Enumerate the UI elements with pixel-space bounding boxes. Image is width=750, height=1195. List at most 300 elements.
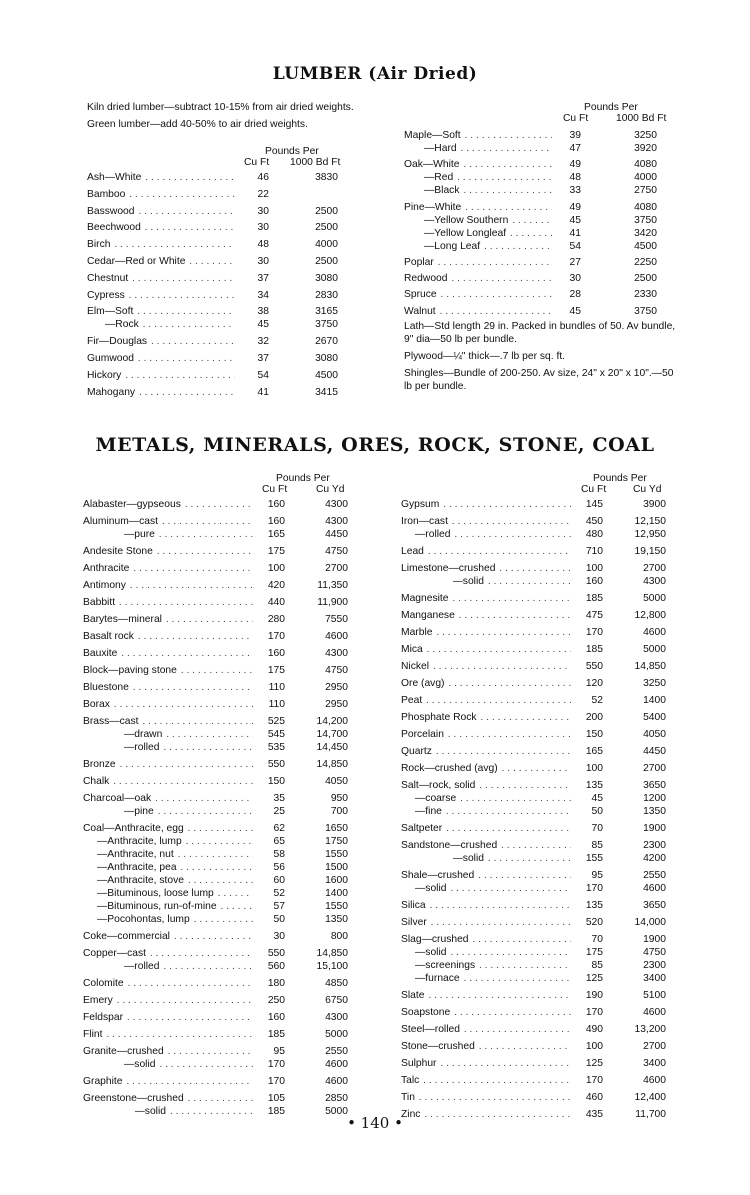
material-label: Talc bbox=[401, 1075, 420, 1086]
material-name bbox=[401, 545, 571, 558]
value-cu-ft: 56 bbox=[273, 862, 285, 873]
material-name bbox=[401, 916, 571, 929]
material-label: Ore (avg) bbox=[401, 678, 445, 689]
header-pounds-per: Pounds Per bbox=[593, 473, 647, 484]
value-cu-ft: 170 bbox=[585, 883, 603, 894]
value-cu-yd: 4850 bbox=[325, 978, 348, 989]
table-row bbox=[401, 498, 691, 511]
material-name bbox=[401, 728, 571, 741]
material-label: —Anthracite, pea bbox=[97, 862, 177, 873]
material-label: —fine bbox=[415, 806, 442, 817]
table-row bbox=[83, 848, 373, 861]
table-row bbox=[83, 715, 373, 728]
value-cu-ft: 50 bbox=[273, 914, 285, 925]
value-bd-ft: 2830 bbox=[315, 289, 338, 301]
value-cu-ft: 52 bbox=[273, 888, 285, 899]
material-name bbox=[401, 711, 571, 724]
lumber-note-shingles: Shingles—Bundle of 200-250. Av size, 24" x 20" x 10".—50 lb per bundle. bbox=[404, 367, 674, 392]
value-cu-ft: 490 bbox=[585, 1024, 603, 1035]
table-row bbox=[401, 972, 691, 985]
value-cu-ft: 175 bbox=[267, 665, 285, 676]
value-bd-ft: 3750 bbox=[634, 214, 657, 226]
material-name bbox=[401, 1091, 571, 1104]
value-cu-yd: 5000 bbox=[643, 644, 666, 655]
material-name bbox=[87, 272, 235, 285]
material-label: —rolled bbox=[415, 529, 451, 540]
material-name bbox=[124, 960, 253, 973]
value-cu-yd: 5100 bbox=[643, 990, 666, 1001]
value-cu-yd: 1900 bbox=[643, 823, 666, 834]
table-row bbox=[87, 289, 367, 302]
value-cu-yd: 1550 bbox=[325, 901, 348, 912]
material-label: Walnut bbox=[404, 305, 436, 317]
table-row bbox=[401, 660, 691, 673]
material-name bbox=[415, 959, 571, 972]
material-name bbox=[124, 528, 253, 541]
material-label: —solid bbox=[124, 1059, 156, 1070]
value-cu-yd: 4600 bbox=[643, 1075, 666, 1086]
value-cu-yd: 2300 bbox=[643, 960, 666, 971]
value-cu-yd: 7550 bbox=[325, 614, 348, 625]
material-name bbox=[83, 822, 253, 835]
material-label: —Yellow Southern bbox=[424, 214, 509, 226]
material-label: Iron—cast bbox=[401, 516, 448, 527]
table-row bbox=[87, 221, 367, 234]
material-name bbox=[404, 305, 552, 318]
material-name bbox=[124, 805, 253, 818]
value-cu-ft: 545 bbox=[267, 729, 285, 740]
value-bd-ft: 3920 bbox=[634, 143, 657, 154]
table-row bbox=[401, 959, 691, 972]
value-cu-yd: 2950 bbox=[325, 699, 348, 710]
material-label: Chalk bbox=[83, 776, 110, 787]
material-label: Antimony bbox=[83, 580, 126, 591]
material-label: Birch bbox=[87, 239, 111, 251]
value-cu-ft: 95 bbox=[273, 1046, 285, 1057]
header-cu-ft: Cu Ft bbox=[244, 157, 270, 168]
material-label: —coarse bbox=[415, 793, 457, 804]
value-cu-yd: 3650 bbox=[643, 780, 666, 791]
material-label: —Anthracite, nut bbox=[97, 849, 174, 860]
value-cu-ft: 22 bbox=[257, 188, 269, 200]
metals-left-header bbox=[83, 472, 373, 498]
table-row bbox=[87, 335, 367, 348]
lumber-right-header bbox=[404, 101, 684, 129]
value-cu-ft: 550 bbox=[585, 661, 603, 672]
table-row bbox=[404, 129, 684, 142]
material-name bbox=[97, 848, 253, 861]
value-cu-yd: 12,800 bbox=[634, 610, 666, 621]
value-cu-ft: 160 bbox=[267, 516, 285, 527]
table-row bbox=[83, 1028, 373, 1041]
material-name bbox=[401, 1040, 571, 1053]
value-cu-ft: 475 bbox=[585, 610, 603, 621]
lumber-note-kiln: Kiln dried lumber—subtract 10-15% from air dried weights. bbox=[87, 102, 354, 113]
value-cu-ft: 70 bbox=[591, 934, 603, 945]
value-cu-ft: 535 bbox=[267, 742, 285, 753]
value-cu-ft: 525 bbox=[267, 716, 285, 727]
material-name bbox=[401, 592, 571, 605]
table-row bbox=[401, 779, 691, 792]
value-cu-ft: 180 bbox=[267, 978, 285, 989]
material-name bbox=[404, 201, 552, 214]
value-cu-ft: 100 bbox=[585, 763, 603, 774]
value-cu-ft: 145 bbox=[585, 499, 603, 510]
value-cu-ft: 170 bbox=[585, 627, 603, 638]
value-cu-yd: 2700 bbox=[643, 1041, 666, 1052]
table-row bbox=[404, 184, 684, 197]
material-name bbox=[97, 913, 253, 926]
value-cu-ft: 155 bbox=[585, 853, 603, 864]
material-label: Emery bbox=[83, 995, 113, 1006]
table-row bbox=[401, 609, 691, 622]
table-row bbox=[404, 171, 684, 184]
material-name bbox=[87, 335, 235, 348]
value-cu-yd: 3650 bbox=[643, 900, 666, 911]
material-name bbox=[83, 947, 253, 960]
value-cu-ft: 160 bbox=[267, 648, 285, 659]
material-name bbox=[83, 1092, 253, 1105]
material-label: —solid bbox=[415, 947, 447, 958]
value-cu-ft: 28 bbox=[569, 289, 581, 301]
value-cu-ft: 34 bbox=[257, 289, 269, 301]
material-name bbox=[83, 930, 253, 943]
material-label: Bauxite bbox=[83, 648, 118, 659]
material-label: —solid bbox=[452, 576, 484, 587]
material-label: Sulphur bbox=[401, 1058, 437, 1069]
value-bd-ft: 3420 bbox=[634, 227, 657, 239]
material-label: Ash—White bbox=[87, 172, 142, 183]
table-row bbox=[401, 805, 691, 818]
header-cu-yd: Cu Yd bbox=[633, 484, 662, 495]
table-row bbox=[87, 255, 367, 268]
value-bd-ft: 4500 bbox=[315, 369, 338, 381]
value-cu-ft: 60 bbox=[273, 875, 285, 886]
material-label: Alabaster—gypseous bbox=[83, 499, 181, 510]
table-row bbox=[404, 142, 684, 155]
table-row bbox=[83, 741, 373, 754]
material-label: Maple—Soft bbox=[404, 130, 461, 141]
value-cu-yd: 4300 bbox=[325, 516, 348, 527]
value-cu-yd: 12,950 bbox=[634, 529, 666, 540]
material-label: Bamboo bbox=[87, 188, 126, 200]
lumber-note-lath: Lath—Std length 29 in. Packed in bundles of 50. Av bundle, 9" dia—50 lb per bundle. bbox=[404, 320, 676, 345]
table-row bbox=[87, 188, 367, 201]
material-name bbox=[404, 288, 552, 301]
table-row bbox=[401, 643, 691, 656]
table-row bbox=[83, 664, 373, 677]
value-cu-ft: 165 bbox=[267, 529, 285, 540]
material-label: —Long Leaf bbox=[424, 240, 481, 252]
value-cu-ft: 48 bbox=[569, 172, 581, 184]
value-cu-yd: 3250 bbox=[643, 678, 666, 689]
table-row bbox=[401, 869, 691, 882]
material-label: Oak—White bbox=[404, 159, 460, 171]
page-number: • 140 • bbox=[347, 1114, 403, 1132]
value-cu-ft: 30 bbox=[273, 931, 285, 942]
table-row bbox=[83, 647, 373, 660]
value-cu-ft: 460 bbox=[585, 1092, 603, 1103]
material-label: Borax bbox=[83, 699, 110, 710]
table-row bbox=[83, 613, 373, 626]
lumber-title: LUMBER (Air Dried) bbox=[272, 64, 478, 84]
value-cu-ft: 280 bbox=[267, 614, 285, 625]
table-row bbox=[83, 960, 373, 973]
value-cu-ft: 58 bbox=[273, 849, 285, 860]
table-row bbox=[401, 575, 691, 588]
table-row bbox=[401, 899, 691, 912]
material-label: Slag—crushed bbox=[401, 934, 469, 945]
material-name bbox=[97, 861, 253, 874]
material-name bbox=[83, 994, 253, 1007]
value-cu-ft: 170 bbox=[267, 1059, 285, 1070]
material-name bbox=[401, 626, 571, 639]
table-row bbox=[404, 305, 684, 318]
material-name bbox=[83, 698, 253, 711]
material-label: Steel—rolled bbox=[401, 1024, 460, 1035]
value-cu-ft: 560 bbox=[267, 961, 285, 972]
table-row bbox=[83, 874, 373, 887]
material-label: —screenings bbox=[415, 960, 476, 971]
value-bd-ft: 3830 bbox=[315, 172, 338, 183]
value-cu-yd: 4450 bbox=[643, 746, 666, 757]
material-label: Phosphate Rock bbox=[401, 712, 477, 723]
table-row bbox=[83, 758, 373, 771]
material-name bbox=[415, 792, 571, 805]
value-cu-yd: 14,700 bbox=[316, 729, 348, 740]
material-name bbox=[87, 369, 235, 382]
material-label: Bronze bbox=[83, 759, 116, 770]
table-row bbox=[83, 775, 373, 788]
material-label: Poplar bbox=[404, 256, 434, 268]
material-name bbox=[83, 562, 253, 575]
value-cu-yd: 5000 bbox=[325, 1106, 348, 1117]
value-cu-yd: 14,000 bbox=[634, 917, 666, 928]
value-bd-ft: 3165 bbox=[315, 306, 338, 318]
header-bd-ft: 1000 Bd Ft bbox=[616, 113, 667, 124]
lumber-note-plywood: Plywood—¼" thick—.7 lb per sq. ft. bbox=[404, 350, 566, 362]
material-name bbox=[401, 933, 571, 946]
material-label: —Yellow Longleaf bbox=[424, 227, 507, 239]
material-name bbox=[415, 972, 571, 985]
value-cu-yd: 4750 bbox=[643, 947, 666, 958]
material-name bbox=[83, 1075, 253, 1088]
material-label: Redwood bbox=[404, 273, 448, 285]
material-label: —pure bbox=[124, 529, 155, 540]
value-cu-yd: 1400 bbox=[325, 888, 348, 899]
table-row bbox=[401, 882, 691, 895]
value-cu-yd: 11,350 bbox=[317, 580, 348, 591]
value-cu-yd: 13,200 bbox=[634, 1024, 666, 1035]
value-cu-yd: 4600 bbox=[325, 1059, 348, 1070]
value-cu-yd: 2850 bbox=[325, 1093, 348, 1104]
material-name bbox=[401, 1057, 571, 1070]
header-cu-ft: Cu Ft bbox=[262, 484, 288, 495]
material-label: Anthracite bbox=[83, 563, 130, 574]
material-label: —rolled bbox=[124, 961, 160, 972]
table-row bbox=[404, 201, 684, 214]
material-name bbox=[401, 822, 571, 835]
value-cu-yd: 950 bbox=[330, 793, 348, 804]
table-row bbox=[87, 305, 367, 318]
table-row bbox=[401, 762, 691, 775]
value-bd-ft: 2250 bbox=[634, 256, 657, 268]
material-label: Limestone—crushed bbox=[401, 563, 496, 574]
value-cu-ft: 135 bbox=[585, 900, 603, 911]
table-row bbox=[401, 626, 691, 639]
table-row bbox=[83, 1011, 373, 1024]
material-label: —Anthracite, stove bbox=[97, 875, 184, 886]
table-row bbox=[87, 238, 367, 251]
table-row bbox=[83, 528, 373, 541]
material-name bbox=[83, 647, 253, 660]
table-row bbox=[401, 1057, 691, 1070]
material-label: Basalt rock bbox=[83, 631, 134, 642]
value-cu-ft: 435 bbox=[585, 1109, 603, 1120]
lumber-note-green: Green lumber—add 40-50% to air dried weights. bbox=[87, 119, 308, 130]
value-cu-ft: 710 bbox=[585, 546, 603, 557]
value-cu-yd: 4600 bbox=[325, 631, 348, 642]
material-name bbox=[83, 758, 253, 771]
material-name bbox=[87, 238, 235, 251]
material-name bbox=[83, 630, 253, 643]
table-row bbox=[404, 158, 684, 171]
value-bd-ft: 3750 bbox=[634, 305, 657, 317]
material-name bbox=[87, 386, 235, 399]
value-cu-yd: 4300 bbox=[325, 499, 348, 510]
material-name bbox=[83, 596, 253, 609]
metals-right-column bbox=[401, 472, 691, 1121]
material-label: Graphite bbox=[83, 1076, 123, 1087]
value-cu-ft: 39 bbox=[569, 130, 581, 141]
material-label: Gumwood bbox=[87, 352, 134, 364]
table-row bbox=[404, 288, 684, 301]
value-cu-ft: 150 bbox=[585, 729, 603, 740]
material-label: Chestnut bbox=[87, 272, 129, 284]
material-name bbox=[83, 1028, 253, 1041]
value-bd-ft: 4500 bbox=[634, 240, 657, 252]
material-label: Silica bbox=[401, 900, 426, 911]
material-label: Manganese bbox=[401, 610, 455, 621]
table-row bbox=[83, 900, 373, 913]
metals-left-column bbox=[83, 472, 373, 1118]
value-cu-ft: 41 bbox=[257, 386, 269, 398]
value-bd-ft: 2500 bbox=[634, 273, 657, 285]
material-name bbox=[83, 613, 253, 626]
material-name bbox=[97, 835, 253, 848]
material-name bbox=[83, 715, 253, 728]
material-label: Cedar—Red or White bbox=[87, 255, 186, 267]
table-row bbox=[401, 711, 691, 724]
value-bd-ft: 4080 bbox=[634, 201, 657, 213]
value-cu-ft: 105 bbox=[267, 1093, 285, 1104]
table-row bbox=[401, 792, 691, 805]
value-cu-ft: 30 bbox=[257, 255, 269, 267]
value-cu-ft: 190 bbox=[585, 990, 603, 1001]
value-cu-ft: 41 bbox=[569, 227, 581, 239]
material-label: —solid bbox=[452, 853, 484, 864]
value-cu-ft: 57 bbox=[273, 901, 285, 912]
material-name bbox=[404, 256, 552, 269]
value-cu-ft: 480 bbox=[585, 529, 603, 540]
value-bd-ft: 4000 bbox=[315, 239, 338, 251]
value-cu-ft: 170 bbox=[267, 631, 285, 642]
value-cu-yd: 2700 bbox=[643, 763, 666, 774]
value-cu-ft: 32 bbox=[257, 336, 269, 348]
material-name bbox=[401, 515, 571, 528]
value-cu-yd: 4200 bbox=[643, 853, 666, 864]
lumber-right-column bbox=[404, 101, 684, 397]
table-row bbox=[87, 205, 367, 218]
material-name bbox=[87, 289, 235, 302]
value-cu-ft: 170 bbox=[585, 1007, 603, 1018]
table-row bbox=[83, 728, 373, 741]
material-name bbox=[83, 775, 253, 788]
material-label: Gypsum bbox=[401, 499, 440, 510]
table-row bbox=[401, 1074, 691, 1087]
value-cu-ft: 160 bbox=[267, 1012, 285, 1023]
table-row bbox=[401, 728, 691, 741]
value-cu-ft: 160 bbox=[585, 576, 603, 587]
value-bd-ft: 3080 bbox=[315, 272, 338, 284]
value-bd-ft: 4080 bbox=[634, 159, 657, 171]
table-row bbox=[83, 545, 373, 558]
value-cu-yd: 4600 bbox=[643, 627, 666, 638]
value-cu-ft: 37 bbox=[257, 272, 269, 284]
material-label: Porcelain bbox=[401, 729, 444, 740]
table-row bbox=[83, 805, 373, 818]
material-label: Mica bbox=[401, 644, 423, 655]
table-row bbox=[87, 272, 367, 285]
table-row bbox=[401, 515, 691, 528]
material-label: —solid bbox=[415, 883, 447, 894]
value-cu-ft: 33 bbox=[569, 185, 581, 197]
table-row bbox=[401, 745, 691, 758]
value-cu-yd: 5000 bbox=[325, 1029, 348, 1040]
material-label: Beechwood bbox=[87, 222, 141, 234]
value-cu-ft: 48 bbox=[257, 239, 269, 251]
material-label: —rolled bbox=[124, 742, 160, 753]
table-row bbox=[401, 528, 691, 541]
material-label: Coal—Anthracite, egg bbox=[83, 823, 184, 834]
material-name bbox=[97, 887, 253, 900]
value-cu-yd: 2950 bbox=[325, 682, 348, 693]
value-cu-yd: 5000 bbox=[643, 593, 666, 604]
material-name bbox=[124, 728, 253, 741]
value-cu-ft: 100 bbox=[267, 563, 285, 574]
value-cu-yd: 14,850 bbox=[316, 759, 348, 770]
material-label: Charcoal—oak bbox=[83, 793, 152, 804]
material-name bbox=[97, 874, 253, 887]
material-name bbox=[415, 805, 571, 818]
material-label: —Pocohontas, lump bbox=[97, 914, 190, 925]
material-label: Mahogany bbox=[87, 386, 136, 398]
material-label: Sandstone—crushed bbox=[401, 840, 498, 851]
value-cu-yd: 11,700 bbox=[635, 1109, 666, 1120]
material-label: Saltpeter bbox=[401, 823, 443, 834]
material-label: Salt—rock, solid bbox=[401, 780, 476, 791]
table-row bbox=[83, 1058, 373, 1071]
material-label: —Rock bbox=[105, 319, 139, 331]
table-row bbox=[401, 562, 691, 575]
value-cu-ft: 100 bbox=[585, 563, 603, 574]
material-label: Coke—commercial bbox=[83, 931, 170, 942]
material-label: Granite—crushed bbox=[83, 1046, 164, 1057]
material-label: Elm—Soft bbox=[87, 306, 134, 318]
value-cu-yd: 14,850 bbox=[316, 948, 348, 959]
value-cu-ft: 420 bbox=[267, 580, 285, 591]
value-cu-ft: 150 bbox=[267, 776, 285, 787]
